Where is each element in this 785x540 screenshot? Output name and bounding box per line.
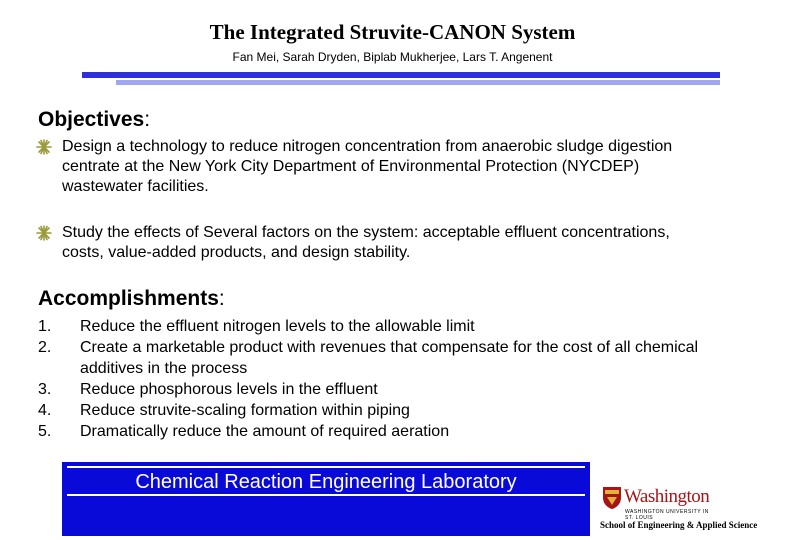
objectives-heading-colon: :	[144, 108, 151, 131]
university-logo	[598, 484, 758, 532]
header-rule-dark	[82, 72, 720, 78]
list-text: Reduce the effluent nitrogen levels to the allowable limit	[80, 318, 475, 335]
list-number: 1.	[38, 318, 52, 335]
accomplishments-list	[38, 316, 708, 442]
accomplishments-heading-colon: :	[218, 287, 225, 310]
logo-wordmark: Washington	[624, 486, 710, 507]
lab-name: Chemical Reaction Engineering Laboratory	[135, 471, 517, 493]
accomplishments-heading-text: Accomplishments	[38, 287, 219, 310]
starburst-bullet-icon	[36, 225, 52, 241]
objectives-heading	[38, 108, 150, 132]
list-text: Reduce phosphorous levels in the effluent	[80, 381, 378, 398]
list-number: 4.	[38, 402, 52, 419]
list-number: 3.	[38, 381, 52, 398]
slide-title: The Integrated Struvite-CANON System	[209, 20, 576, 44]
accomplishments-heading	[38, 287, 225, 311]
footer-rule-top	[67, 466, 585, 468]
list-item	[38, 379, 708, 400]
logo-university: WASHINGTON UNIVERSITY IN ST. LOUIS	[625, 509, 709, 521]
footer-banner	[62, 462, 590, 536]
list-item	[38, 316, 708, 337]
list-text: Reduce struvite-scaling formation within piping	[80, 402, 410, 419]
list-text: Dramatically reduce the amount of required aeration	[80, 423, 450, 440]
objective-text: Design a technology to reduce nitrogen concentration from anaerobic sludge digestion centrate at the New York City Department of Environmental Protection (NYCDEP) wastewater facilities.	[62, 138, 673, 195]
authors-line: Fan Mei, Sarah Dryden, Biplab Mukherjee, Lars T. Angenent	[232, 50, 553, 64]
logo-school: School of Engineering & Applied Science	[600, 520, 758, 530]
list-text: Create a marketable product with revenues that compensate for the cost of all chemical additives in the process	[80, 339, 699, 377]
header-rule-light	[116, 80, 720, 85]
washu-shield-icon	[602, 486, 622, 510]
list-number: 5.	[38, 423, 52, 440]
objective-text: Study the effects of Several factors on the system: acceptable effluent concentrations, costs, value-added products, and design stability.	[62, 224, 670, 261]
footer-rule-bottom	[67, 494, 585, 496]
starburst-bullet-icon	[36, 139, 52, 155]
list-item	[38, 337, 708, 379]
list-item	[38, 421, 708, 442]
list-number: 2.	[38, 339, 52, 356]
list-item	[38, 400, 708, 421]
objectives-heading-text: Objectives	[38, 108, 145, 131]
